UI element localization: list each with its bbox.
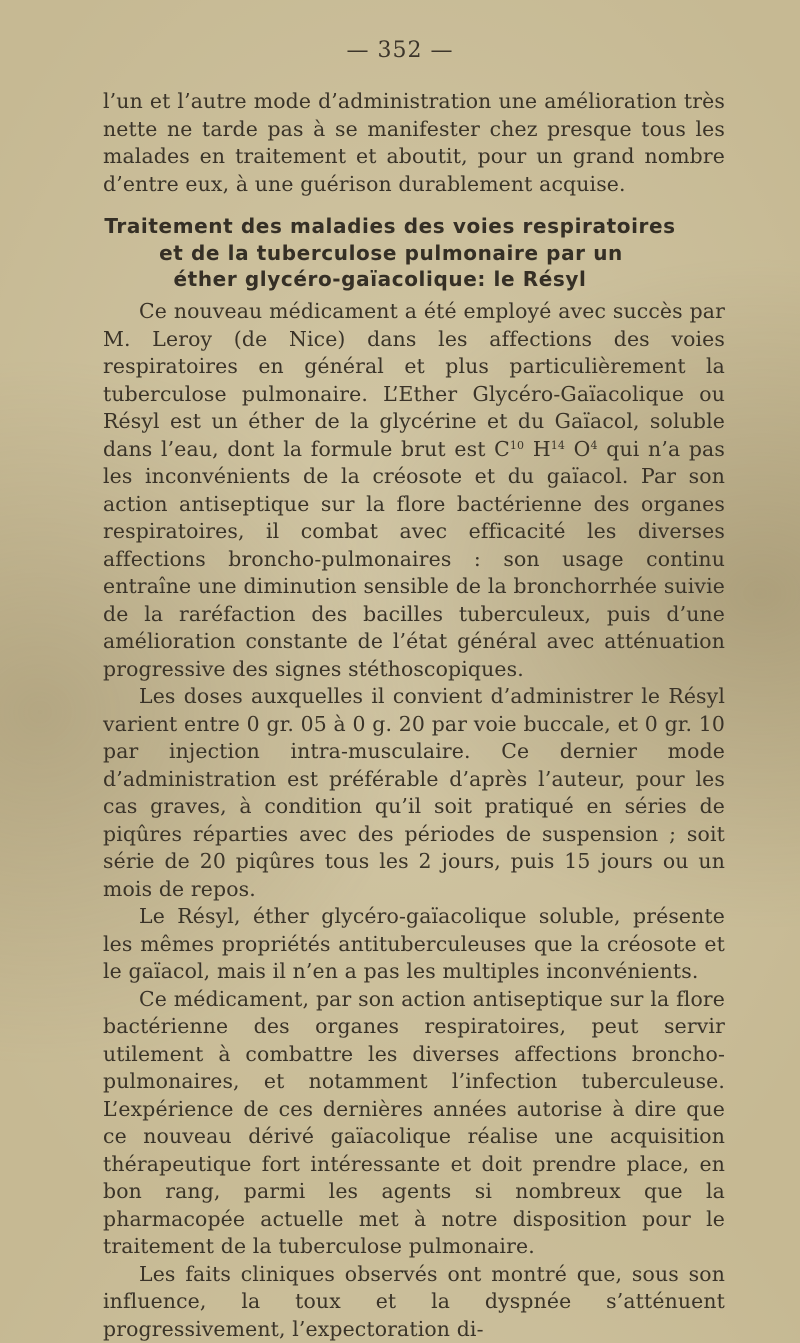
page-number: — 352 — [0, 38, 800, 63]
body-text [103, 298, 725, 1343]
heading-line-2: et de la tuberculose pulmonaire par un [0, 240, 800, 267]
paragraph-2: Les doses auxquelles il convient d’administrer le Résyl varient entre 0 gr. 05 à 0 g. 20 par voie buccale, et 0 gr. 10 par injection intra-musculaire. Ce dernier mode d’administration est préférable d’après l’auteur, pour les cas graves, à condition qu’il soit pratiqué en séries de piqûres réparties avec des périodes de suspension ; soit série de 20 piqûres tous les 2 jours, puis 15 jours ou un mois de repos. [103, 683, 725, 903]
formula-hydrogen-count: 14 [551, 439, 565, 452]
paragraph-5: Les faits cliniques observés ont montré que, sous son influence, la toux et la dyspnée s’atténuent progressivement, l’expectoration di- [103, 1261, 725, 1343]
intro-text [103, 88, 725, 198]
formula-carbon-count: 10 [510, 439, 524, 452]
section-heading [0, 213, 800, 293]
paragraph-3: Le Résyl, éther glycéro-gaïacolique soluble, présente les mêmes propriétés antituberculeuses que la créosote et le gaïacol, mais il n’en a pas les multiples inconvénients. [103, 903, 725, 986]
formula-oxygen-count: 4 [591, 439, 598, 452]
paragraph-1-start: Ce nouveau médicament a été employé avec succès par M. Leroy (de Nice) dans les affections des voies respiratoires en général et plus particulièrement la tuberculose pulmonaire. L’Ether Glycéro-Gaïacolique ou Résyl est un éther de la glycérine et du Gaïacol, soluble dans l’eau, dont la formule brut est C [103, 299, 725, 461]
paragraph-4: Ce médicament, par son action antiseptique sur la flore bactérienne des organes respiratoires, peut servir utilement à combattre les diverses affections broncho-pulmonaires, et notamment l’infection tuberculeuse. L’expérience de ces dernières années autorise à dire que ce nouveau dérivé gaïacolique réalise une acquisition thérapeutique fort intéressante et doit prendre place, en bon rang, parmi les agents si nombreux que la pharmacopée actuelle met à notre disposition pour le traitement de la tuberculose pulmonaire. [103, 986, 725, 1261]
intro-paragraph: l’un et l’autre mode d’administration une amélioration très nette ne tarde pas à se manifester chez presque tous les malades en traitement et aboutit, pour un grand nombre d’entre eux, à une guérison durablement acquise. [103, 88, 725, 198]
heading-line-1: Traitement des maladies des voies respiratoires [0, 213, 800, 240]
formula-hydrogen-letter: H [524, 437, 551, 461]
formula-oxygen-letter: O [565, 437, 590, 461]
heading-line-3: éther glycéro-gaïacolique: le Résyl [0, 266, 800, 293]
paragraph-1-end: qui n’a pas les inconvénients de la créosote et du gaïacol. Par son action antiseptique sur la flore bactérienne des organes respiratoires, il combat avec efficacité les diverses affections broncho-pulmonaires : son usage continu entraîne une diminution sensible de la bronchorrhée suivie de la raréfaction des bacilles tuberculeux, puis d’une amélioration constante de l’état général avec atténuation progressive des signes stéthoscopiques. [103, 437, 725, 681]
paragraph-1 [103, 298, 725, 683]
